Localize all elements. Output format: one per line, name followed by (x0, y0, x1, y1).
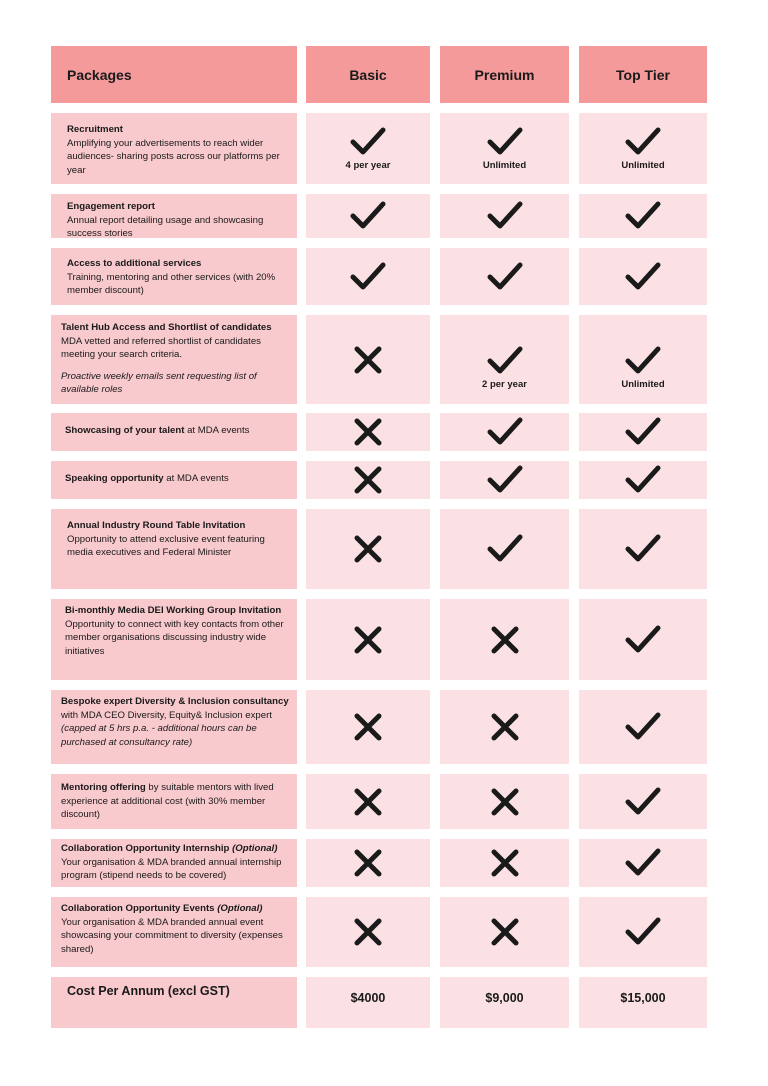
top-speaking (579, 461, 707, 499)
feature-engagement-report (51, 194, 297, 238)
top-talent-hub-note: Unlimited (621, 378, 665, 390)
cross-icon (353, 345, 383, 375)
check-icon (487, 346, 523, 376)
header-premium-label: Premium (474, 66, 535, 83)
premium-additional-services (440, 248, 569, 305)
check-icon (350, 262, 386, 292)
basic-price: $4000 (350, 991, 386, 1005)
top-tier-price-cell (579, 977, 707, 1028)
premium-showcasing (440, 413, 569, 451)
premium-speaking (440, 461, 569, 499)
feature-note: (capped at 5 hrs p.a. - additional hours can be purchased at consultancy rate) (61, 723, 257, 748)
top-additional-services (579, 248, 707, 305)
feature-speaking (51, 461, 297, 499)
feature-desc: with MDA CEO Diversity, Equity& Inclusion expert (61, 709, 272, 721)
check-icon (625, 262, 661, 292)
top-talent-hub (579, 315, 707, 404)
top-recruitment (579, 113, 707, 184)
feature-desc: by suitable mentors with lived experience at additional cost (with 30% member discount) (61, 782, 274, 821)
cross-icon (353, 534, 383, 564)
top-round-table (579, 509, 707, 589)
feature-note: Proactive weekly emails sent requesting list of available roles (61, 370, 257, 396)
feature-desc: at MDA events (184, 425, 250, 436)
header-packages (51, 46, 297, 103)
cross-icon (490, 625, 520, 655)
header-top-tier (579, 46, 707, 103)
feature-title: Bespoke expert Diversity & Inclusion consultancy (61, 696, 289, 707)
top-recruitment-note: Unlimited (621, 159, 665, 171)
basic-round-table (306, 509, 430, 589)
header-premium (440, 46, 569, 103)
feature-round-table (51, 509, 297, 589)
basic-showcasing (306, 413, 430, 451)
header-packages-label: Packages (67, 66, 132, 83)
check-icon (625, 917, 661, 947)
feature-desc: Annual report detailing usage and showcasing success stories (67, 214, 264, 240)
feature-recruitment (51, 113, 297, 184)
feature-desc: Amplifying your advertisements to reach wider audiences- sharing posts across our platforms per year (67, 137, 280, 176)
check-icon (487, 262, 523, 292)
check-icon (350, 201, 386, 231)
feature-title: Showcasing of your talent (65, 425, 185, 436)
feature-desc: Opportunity to attend exclusive event featuring media executives and Federal Minister (67, 533, 265, 559)
feature-additional-services (51, 248, 297, 305)
feature-title: Speaking opportunity (65, 473, 164, 484)
top-events (579, 897, 707, 967)
top-consultancy (579, 690, 707, 764)
cross-icon (353, 917, 383, 947)
feature-optional: (Optional) (217, 903, 263, 914)
header-basic-label: Basic (349, 66, 387, 83)
basic-talent-hub (306, 315, 430, 404)
check-icon (625, 346, 661, 376)
cross-icon (490, 917, 520, 947)
check-icon (625, 201, 661, 231)
feature-desc: Your organisation & MDA branded annual event showcasing your commitment to diversity (expenses shared) (61, 916, 283, 955)
feature-talent-hub (51, 315, 297, 404)
premium-events (440, 897, 569, 967)
feature-events (51, 897, 297, 967)
top-showcasing (579, 413, 707, 451)
top-engagement-report (579, 194, 707, 238)
basic-price-cell (306, 977, 430, 1028)
feature-showcasing (51, 413, 297, 451)
check-icon (625, 787, 661, 817)
feature-title: Annual Industry Round Table Invitation (67, 520, 246, 531)
feature-dei-working-group (51, 599, 297, 680)
feature-desc: at MDA events (163, 473, 229, 484)
feature-title: Recruitment (67, 124, 123, 135)
basic-additional-services (306, 248, 430, 305)
premium-mentoring (440, 774, 569, 829)
feature-title: Access to additional services (67, 258, 202, 269)
cross-icon (490, 712, 520, 742)
premium-recruitment (440, 113, 569, 184)
cross-icon (490, 848, 520, 878)
cost-label-cell (51, 977, 297, 1028)
feature-desc: MDA vetted and referred shortlist of candidates meeting your search criteria. (61, 335, 261, 361)
feature-optional: (Optional) (232, 843, 278, 854)
feature-title: Talent Hub Access and Shortlist of candidates (61, 322, 272, 333)
cross-icon (353, 625, 383, 655)
feature-title: Engagement report (67, 201, 155, 212)
basic-recruitment-note: 4 per year (345, 159, 391, 171)
top-internship (579, 839, 707, 887)
cross-icon (353, 417, 383, 447)
premium-dei-working-group (440, 599, 569, 680)
feature-mentoring (51, 774, 297, 829)
basic-mentoring (306, 774, 430, 829)
premium-price: $9,000 (485, 991, 524, 1005)
check-icon (625, 417, 661, 447)
basic-speaking (306, 461, 430, 499)
header-basic (306, 46, 430, 103)
top-tier-price: $15,000 (620, 991, 666, 1005)
basic-engagement-report (306, 194, 430, 238)
check-icon (487, 127, 523, 157)
feature-title: Bi-monthly Media DEI Working Group Invitation (65, 605, 282, 616)
check-icon (487, 417, 523, 447)
feature-title: Mentoring offering (61, 782, 146, 793)
check-icon (487, 201, 523, 231)
premium-talent-hub-note: 2 per year (482, 378, 527, 390)
header-top-tier-label: Top Tier (616, 66, 670, 83)
premium-consultancy (440, 690, 569, 764)
premium-price-cell (440, 977, 569, 1028)
feature-internship (51, 839, 297, 887)
basic-dei-working-group (306, 599, 430, 680)
basic-events (306, 897, 430, 967)
cross-icon (353, 787, 383, 817)
feature-desc: Opportunity to connect with key contacts from other member organisations discussing industry wide initiatives (65, 618, 284, 657)
feature-title: Collaboration Opportunity Internship (61, 843, 230, 854)
cost-label: Cost Per Annum (excl GST) (67, 984, 230, 998)
cross-icon (353, 465, 383, 495)
feature-desc: Your organisation & MDA branded annual internship program (stipend needs to be covered) (61, 856, 282, 882)
cross-icon (490, 787, 520, 817)
check-icon (625, 127, 661, 157)
premium-engagement-report (440, 194, 569, 238)
premium-talent-hub (440, 315, 569, 404)
check-icon (487, 465, 523, 495)
check-icon (350, 127, 386, 157)
top-mentoring (579, 774, 707, 829)
check-icon (625, 625, 661, 655)
premium-internship (440, 839, 569, 887)
cross-icon (353, 848, 383, 878)
premium-recruitment-note: Unlimited (482, 159, 527, 171)
top-dei-working-group (579, 599, 707, 680)
basic-internship (306, 839, 430, 887)
basic-recruitment (306, 113, 430, 184)
check-icon (625, 534, 661, 564)
check-icon (625, 848, 661, 878)
check-icon (625, 712, 661, 742)
feature-title: Collaboration Opportunity Events (61, 903, 215, 914)
cross-icon (353, 712, 383, 742)
check-icon (487, 534, 523, 564)
feature-desc: Training, mentoring and other services (with 20% member discount) (67, 271, 276, 297)
premium-round-table (440, 509, 569, 589)
basic-consultancy (306, 690, 430, 764)
feature-consultancy (51, 690, 297, 764)
check-icon (625, 465, 661, 495)
